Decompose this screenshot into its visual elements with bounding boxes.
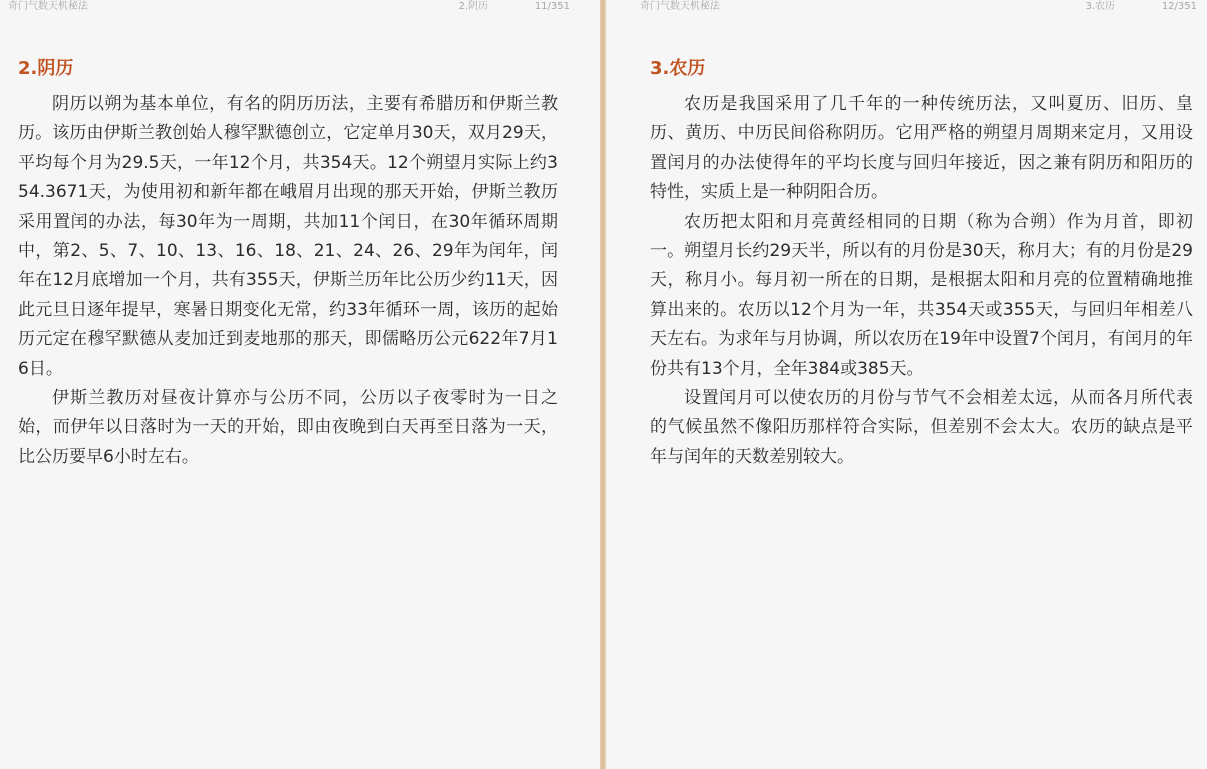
header-chapter: 3.农历 <box>1085 1 1115 12</box>
paragraph: 阴历以朔为基本单位，有名的阴历历法，主要有希腊历和伊斯兰教历。该历由伊斯兰教创始人穆罕默德创立，它定单月30天，双月29天，平均每个月为29.5天，一年12个月，共354天。12个朔望月实际上约354.3671天，为使用初和新年都在峨眉月出现的那天开始，伊斯兰教历采用置闰的办法，每30年为一周期，共加11个闰日，在30年循环周期中，第2、5、7、10、13、16、18、21、24、26、29年为闰年，闰年在12月底增加一个月，共有355天，伊斯兰历年比公历少约11天，因此元旦日逐年提早，寒暑日期变化无常，约33年循环一周，该历的起始历元定在穆罕默德从麦加迁到麦地那的那天，即儒略历公元622年7月16日。 <box>18 94 558 379</box>
header-chapter: 2.阴历 <box>458 1 488 12</box>
right-page[interactable] <box>606 0 1207 769</box>
paragraph: 农历把太阳和月亮黄经相同的日期（称为合朔）作为月首，即初一。朔望月长约29天半，所以有的月份是30天，称月大；有的月份是29天，称月小。每月初一所在的日期，是根据太阳和月亮的位置精确地推算出来的。农历以12个月为一年，共354天或355天，与回归年相差八天左右。为求年与月协调，所以农历在19年中设置7个闰月，有闰月的年份共有13个月，全年384或385天。 <box>650 211 1193 379</box>
section-title: 3.农历 <box>650 58 706 79</box>
book-title: 奇门气数天机秘法 <box>640 1 720 12</box>
right-page-body <box>650 90 1193 472</box>
left-page-header <box>0 0 600 16</box>
section-title: 2.阴历 <box>18 58 74 79</box>
paragraph: 设置闰月可以使农历的月份与节气不会相差太远，从而各月所代表的气候虽然不像阳历那样符合实际，但差别不会太大。农历的缺点是平年与闰年的天数差别较大。 <box>650 388 1193 467</box>
book-title: 奇门气数天机秘法 <box>8 1 88 12</box>
page-indicator: 11/351 <box>534 1 570 12</box>
paragraph: 伊斯兰教历对昼夜计算亦与公历不同，公历以子夜零时为一日之始，而伊年以日落时为一天的开始，即由夜晚到白天再至日落为一天，比公历要早6小时左右。 <box>18 388 558 467</box>
right-page-header <box>606 0 1207 16</box>
paragraph: 农历是我国采用了几千年的一种传统历法，又叫夏历、旧历、皇历、黄历、中历民间俗称阴历。它用严格的朔望月周期来定月，又用设置闰月的办法使得年的平均长度与回归年接近，因之兼有阴历和阳历的特性，实质上是一种阴阳合历。 <box>650 94 1193 203</box>
left-page[interactable] <box>0 0 600 769</box>
left-page-body <box>18 90 558 472</box>
page-indicator: 12/351 <box>1161 1 1197 12</box>
